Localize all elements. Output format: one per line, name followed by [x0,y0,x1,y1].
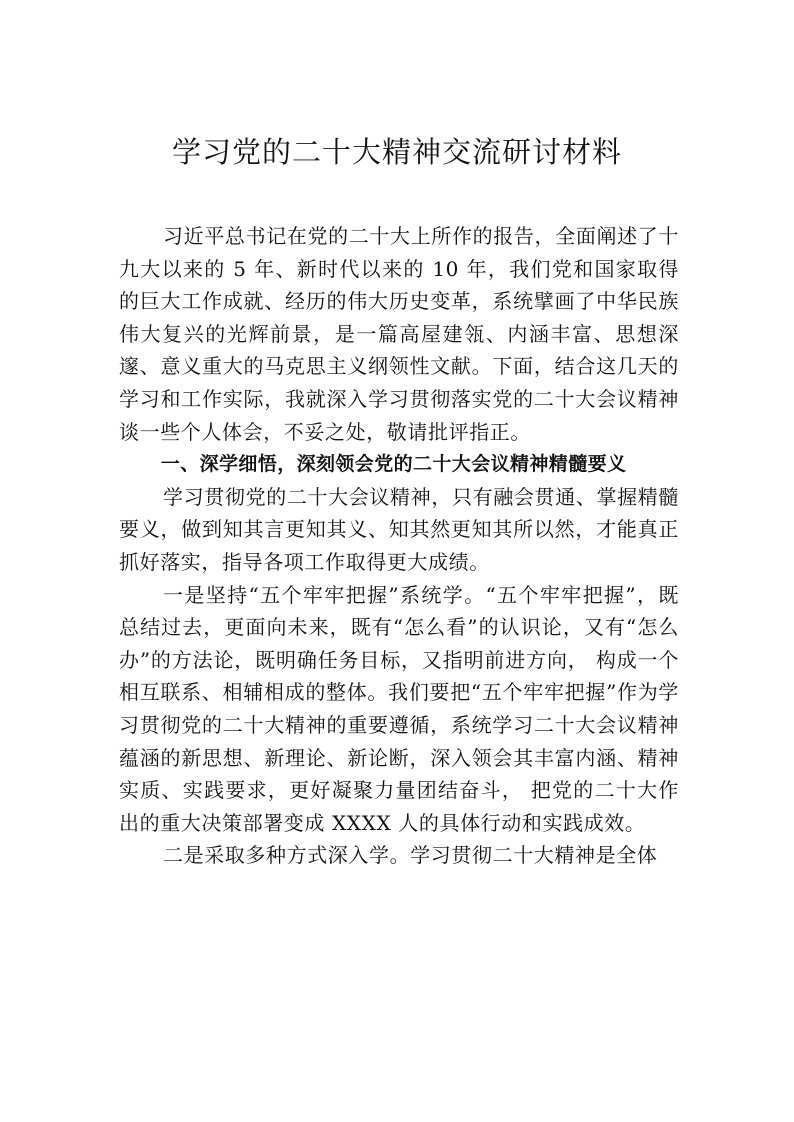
document-title: 学习党的二十大精神交流研讨材料 [171,135,622,169]
paragraph-intro: 习近平总书记在党的二十大上所作的报告，全面阐述了十九大以来的 5 年、新时代以来的 10 年，我们党和国家取得的巨大工作成就、经历的伟大历史变革，系统擘画了中华民族伟大复兴的光辉前景，是一篇高屋建瓴、内涵丰富、思想深邃、意义重大的马克思主义纲领性文献。下面，结合这几天的学习和工作实际，我就深入学习贯彻落实党的二十大会议精神谈一些个人体会，不妥之处，敬请批评指正。 [119,224,679,444]
paragraph-point-1: 一是坚持“五个牢牢把握”系统学。“五个牢牢把握”，既总结过去，更面向未来，既有“怎么看”的认识论，又有“怎么办”的方法论，既明确任务目标，又指明前进方向， 构成一个相互联系、相辅相成的整体。我们要把“五个牢牢把握”作为学习贯彻党的二十大精神的重要遵循，系统学习二十大会议精神蕴涵的新思想、新理论、新论断，深入领会其丰富内涵、精神实质、实践要求，更好凝聚力量团结奋斗， 把党的二十大作出的重大决策部署变成 XXXX 人的具体行动和实践成效。 [119,582,679,835]
section-heading-1: 一、深学细悟，深刻领会党的二十大会议精神精髓要义 [160,453,627,476]
paragraph-section-intro: 学习贯彻党的二十大会议精神，只有融会贯通、掌握精髓要义，做到知其言更知其义、知其然更知其所以然，才能真正抓好落实，指导各项工作取得更大成绩。 [119,484,679,574]
paragraph-point-2: 二是采取多种方式深入学。学习贯彻二十大精神是全体 [163,843,658,868]
document-body [119,220,679,872]
